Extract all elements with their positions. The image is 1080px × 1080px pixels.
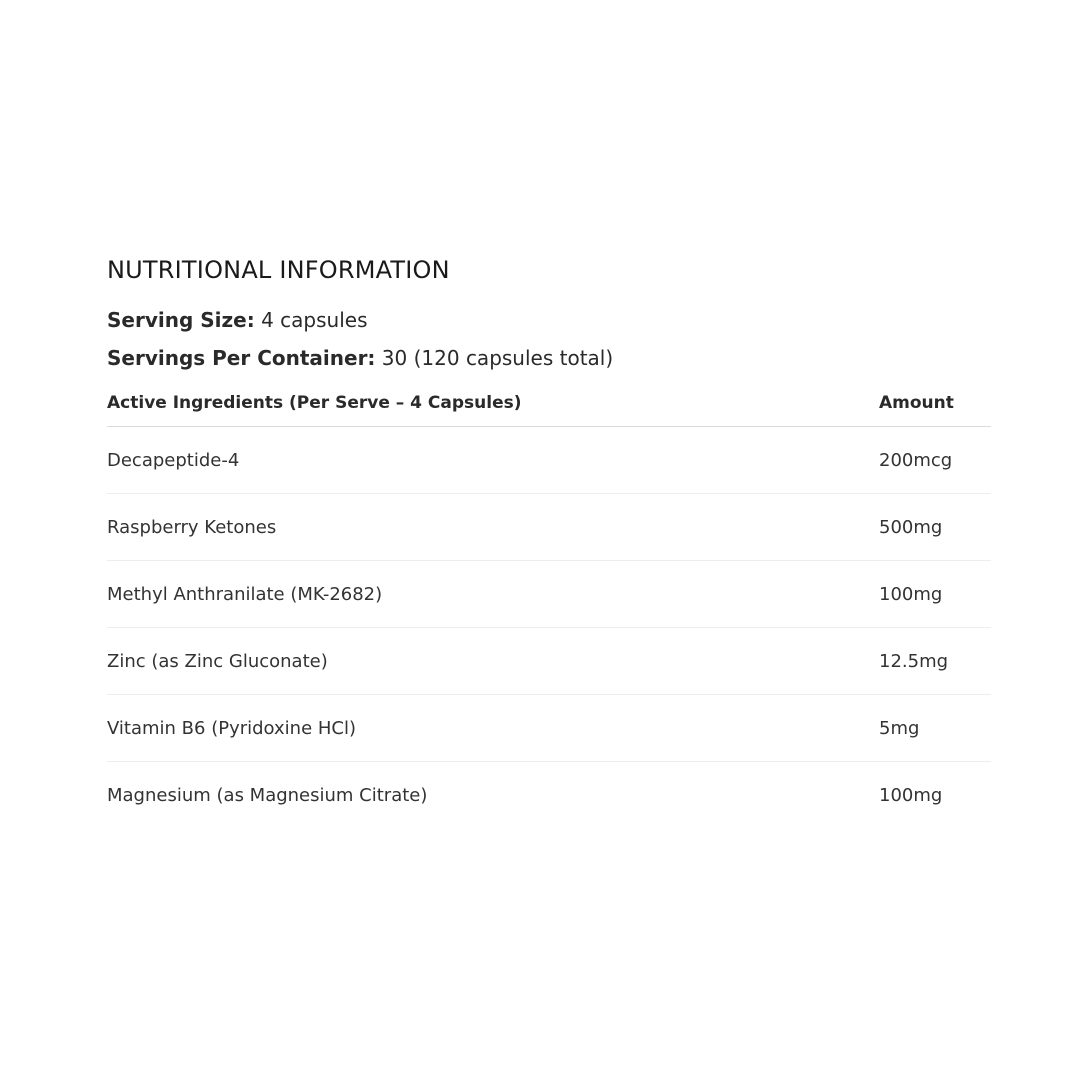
ingredient-name: Raspberry Ketones (107, 494, 879, 561)
ingredient-column-header: Active Ingredients (Per Serve – 4 Capsules) (107, 391, 879, 427)
ingredient-amount: 100mg (879, 561, 991, 628)
ingredient-name: Magnesium (as Magnesium Citrate) (107, 784, 428, 806)
nutrition-panel (107, 252, 991, 828)
table-row (107, 494, 991, 561)
table-row (107, 695, 991, 762)
ingredient-amount: 200mcg (879, 427, 991, 494)
table-row (107, 561, 991, 628)
table-row (107, 427, 991, 494)
servings-per-container-line (107, 343, 991, 373)
ingredient-amount: 100mg (879, 784, 943, 806)
servings-per-container-label: Servings Per Container: (107, 346, 376, 370)
serving-size-value: 4 capsules (261, 308, 368, 332)
ingredient-name: Decapeptide-4 (107, 427, 879, 494)
table-header-row (107, 391, 991, 427)
page-title: NUTRITIONAL INFORMATION (107, 256, 450, 284)
ingredient-amount: 5mg (879, 695, 991, 762)
ingredient-name: Zinc (as Zinc Gluconate) (107, 628, 879, 695)
ingredient-amount: 500mg (879, 494, 991, 561)
table-row (107, 762, 991, 829)
ingredient-name: Methyl Anthranilate (MK-2682) (107, 561, 879, 628)
ingredient-name: Vitamin B6 (Pyridoxine HCl) (107, 695, 879, 762)
serving-size-label: Serving Size: (107, 308, 255, 332)
table-row (107, 628, 991, 695)
ingredients-table (107, 391, 991, 828)
serving-size-line (107, 305, 991, 335)
amount-column-header: Amount (879, 391, 991, 427)
ingredient-amount: 12.5mg (879, 628, 991, 695)
servings-per-container-value: 30 (120 capsules total) (381, 346, 614, 370)
